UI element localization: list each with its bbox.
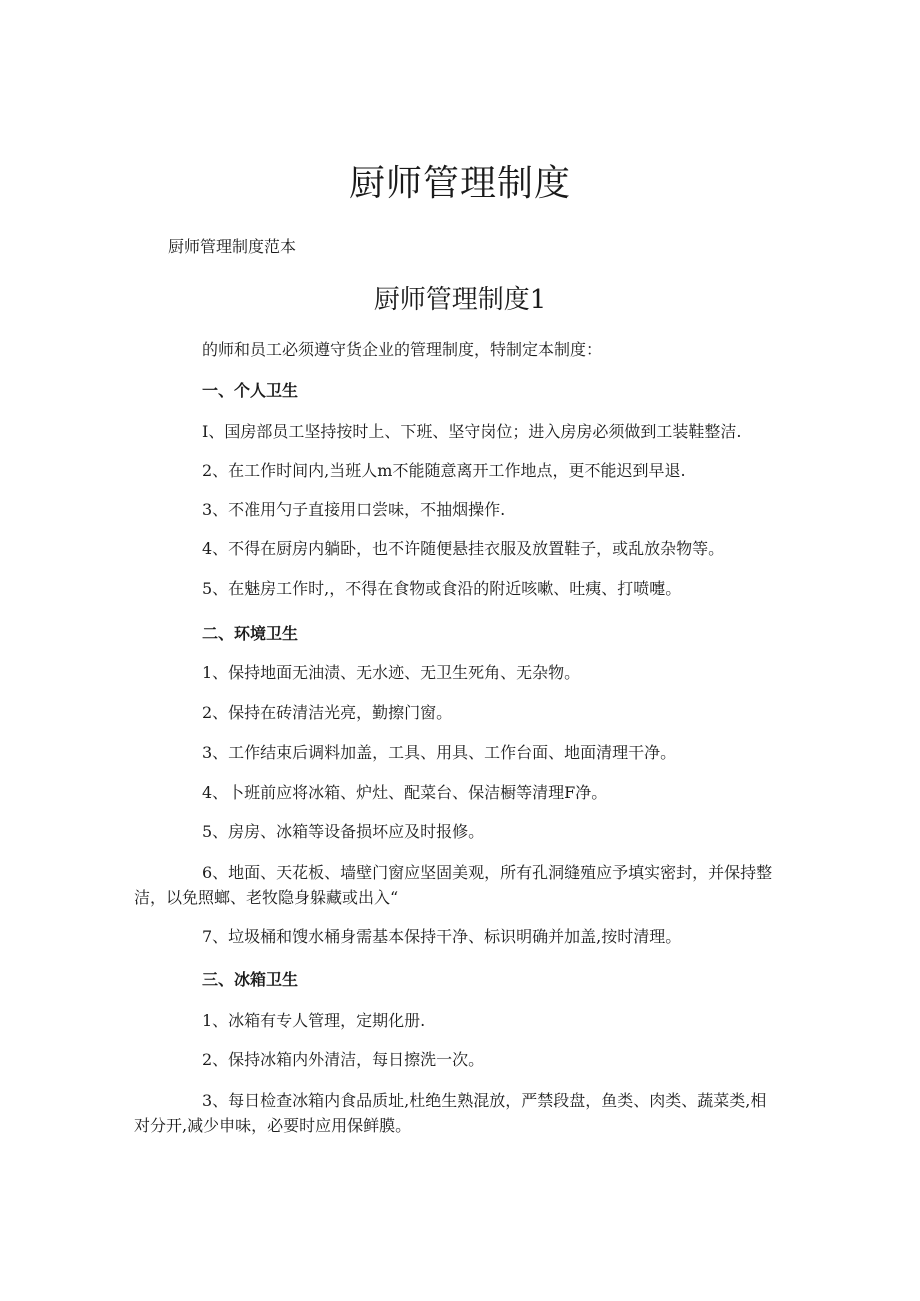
environment-hygiene-item: 6、地面、天花板、墙壁门窗应坚固美观，所有孔洞缝殖应予填实密封，并保持整洁，以免照螂、老牧隐身躲藏或出入“ (134, 863, 773, 907)
intro-paragraph: 的师和员工必须遵守货企业的管理制度，特制定本制度： (202, 340, 603, 359)
environment-hygiene-item: 5、房房、冰箱等设备损坏应及时报修。 (202, 822, 485, 841)
heading-environment-hygiene: 二、环境卫生 (202, 624, 299, 643)
personal-hygiene-item: I、国房部员工坚持按时上、下班、坚守岗位；进入房房必须做到工装鞋整洁. (202, 422, 742, 441)
personal-hygiene-item: 5、在魅房工作时,，不得在食物或食沿的附近咳嗽、吐痍、打喷嚏。 (202, 579, 682, 598)
heading-fridge-hygiene: 三、冰箱卫生 (202, 970, 299, 989)
environment-hygiene-item: 4、卜班前应将冰箱、炉灶、配菜台、保洁橱等清理F净。 (202, 783, 608, 802)
environment-hygiene-item: 2、保持在砖清洁光亮，勤擦门窗。 (202, 703, 453, 722)
section-title: 厨师管理制度1 (373, 285, 547, 315)
document-title: 厨师管理制度 (348, 163, 571, 204)
fridge-hygiene-item: 3、每日检查冰箱内食品质址,杜绝生熟混放，严禁段盘，鱼类、肉类、蔬菜类,相对分开,减少申味，必要时应用保鲜膜。 (134, 1091, 767, 1135)
environment-hygiene-item: 3、工作结束后调料加盖，工具、用具、工作台面、地面清理干净。 (202, 743, 677, 762)
document-subtitle: 厨师管理制度范本 (168, 237, 297, 256)
fridge-hygiene-item: 2、保持冰箱内外清洁，每日擦洗一次。 (202, 1050, 485, 1069)
personal-hygiene-item: 3、不准用勺子直接用口尝味，不抽烟操作. (202, 500, 506, 519)
environment-hygiene-item: 7、垃圾桶和馊水桶身需基本保持干净、标识明确并加盖,按时清理。 (202, 927, 682, 946)
heading-personal-hygiene: 一、个人卫生 (202, 381, 299, 400)
environment-hygiene-item: 1、保持地面无油渍、无水迹、无卫生死角、无杂物。 (202, 663, 581, 682)
personal-hygiene-item: 2、在工作时间内,当班人m不能随意离开工作地点，更不能迟到早退. (202, 461, 686, 480)
personal-hygiene-item: 4、不得在厨房内躺卧，也不许随便悬挂衣服及放置鞋子，或乱放杂物等。 (202, 539, 725, 558)
fridge-hygiene-item: 1、冰箱有专人管理，定期化册. (202, 1011, 426, 1030)
